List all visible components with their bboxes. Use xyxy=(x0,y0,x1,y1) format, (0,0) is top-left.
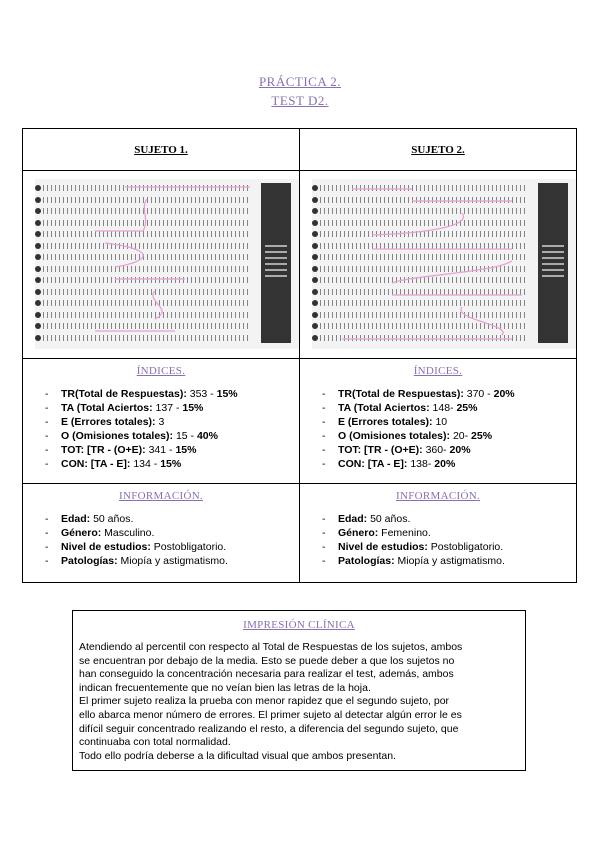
subject-1-indices-list xyxy=(23,387,299,471)
subject-2-info-title: INFORMACIÓN. xyxy=(396,490,480,502)
index-item: - TA (Total Aciertos: 137 - 15% xyxy=(45,401,299,415)
index-item: - CON: [TA - E]: 138- 20% xyxy=(322,457,576,471)
info-item: - Género: Masculino. xyxy=(45,526,299,540)
page-subtitle: TEST D2. xyxy=(271,93,329,108)
index-item: - TOT: [TR - (O+E): 341 - 15% xyxy=(45,443,299,457)
clinical-impression-text: Atendiendo al percentil con respecto al Total de Respuestas de los sujetos, ambos se encuentran por debajo de la media. Esto se puede deber a que los sujetos no han conseguido la concentración necesaria para realizar el test, además, ambos indican frecuentemente que no veían bien las letras de la hoja. El primer sujeto realiza la prueba con menor rapidez que el segundo sujeto, por ello abarca menor número de errores. El primer sujeto al detectar algún error le es difícil seguir concentrado realizando el resto, a diferencia del segundo sujeto, que continuaba con total normalidad. Todo ello podría deberse a la dificultad visual que ambos presentan. xyxy=(79,641,463,762)
info-item: - Género: Femenino. xyxy=(322,526,576,540)
marker-lines xyxy=(312,179,576,349)
subject-2-info-list xyxy=(300,512,576,568)
index-item: - TR(Total de Respuestas): 353 - 15% xyxy=(45,387,299,401)
subject-1-info-cell xyxy=(23,484,300,583)
subject-1-test-image-cell xyxy=(23,171,300,359)
subject-1-test-sheet-image xyxy=(35,179,299,349)
index-item: - O (Omisiones totales): 15 - 40% xyxy=(45,429,299,443)
index-item: - TR(Total de Respuestas): 370 - 20% xyxy=(322,387,576,401)
subject-2-header-cell xyxy=(300,129,577,171)
info-item: - Edad: 50 años. xyxy=(322,512,576,526)
subject-1-header-cell xyxy=(23,129,300,171)
subject-2-info-cell xyxy=(300,484,577,583)
index-item: - TOT: [TR - (O+E): 360- 20% xyxy=(322,443,576,457)
index-item: - O (Omisiones totales): 20- 25% xyxy=(322,429,576,443)
page-title: PRÁCTICA 2. xyxy=(258,74,342,89)
subject-1-indices-cell xyxy=(23,359,300,484)
subject-2-indices-cell xyxy=(300,359,577,484)
marker-lines xyxy=(35,179,299,349)
subject-2-indices-title: ÍNDICES. xyxy=(413,365,463,377)
subject-2-indices-list xyxy=(300,387,576,471)
index-item: - TA (Total Aciertos: 148- 25% xyxy=(322,401,576,415)
clinical-impression-title: IMPRESIÓN CLÍNICA xyxy=(243,619,355,631)
index-item: - CON: [TA - E]: 134 - 15% xyxy=(45,457,299,471)
info-item: - Nivel de estudios: Postobligatorio. xyxy=(322,540,576,554)
subject-1-info-title: INFORMACIÓN. xyxy=(119,490,203,502)
info-item: - Nivel de estudios: Postobligatorio. xyxy=(45,540,299,554)
subject-2-test-image-cell xyxy=(300,171,577,359)
subject-2-test-sheet-image xyxy=(312,179,576,349)
info-item: - Patologías: Miopía y astigmatismo. xyxy=(322,554,576,568)
subjects-table xyxy=(22,128,577,583)
info-item: - Edad: 50 años. xyxy=(45,512,299,526)
info-item: - Patologías: Miopía y astigmatismo. xyxy=(45,554,299,568)
index-item: - E (Errores totales): 3 xyxy=(45,415,299,429)
subject-2-header: SUJETO 2. xyxy=(411,144,465,156)
subject-1-info-list xyxy=(23,512,299,568)
subject-1-indices-title: ÍNDICES. xyxy=(136,365,186,377)
subject-1-header: SUJETO 1. xyxy=(134,144,188,156)
index-item: - E (Errores totales): 10 xyxy=(322,415,576,429)
clinical-impression-box xyxy=(72,610,526,771)
